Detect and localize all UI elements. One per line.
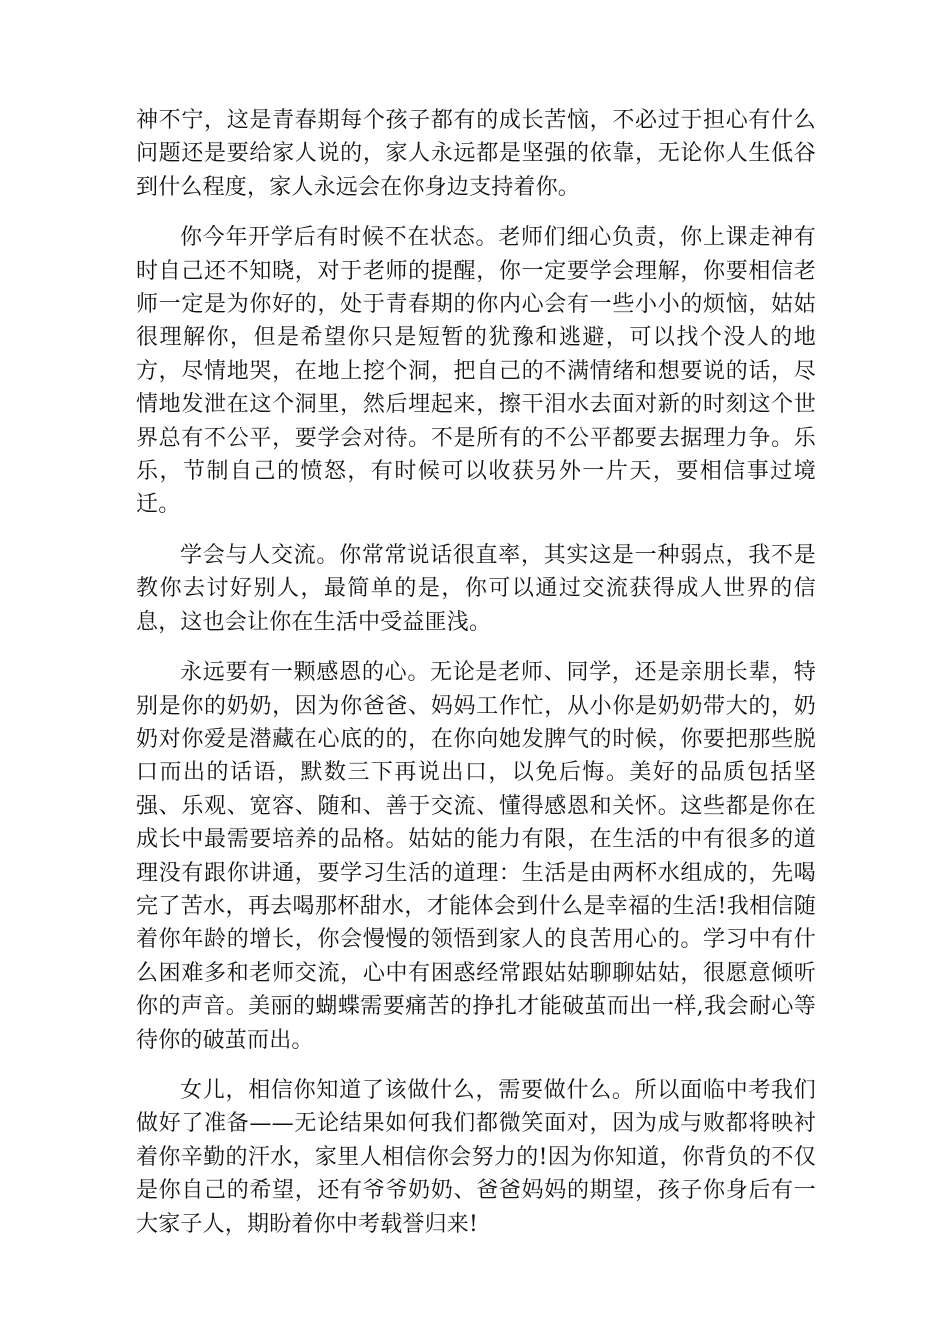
paragraph-1: 神不宁，这是青春期每个孩子都有的成长苦恼，不必过于担心有什么问题还是要给家人说的，家人永远都是坚强的依靠，无论你人生低谷到什么程度，家人永远会在你身边支持着你。 (136, 108, 816, 200)
paragraph-5: 女儿，相信你知道了该做什么，需要做什么。所以面临中考我们做好了准备——无论结果如何我们都微笑面对，因为成与败都将映衬着你辛勤的汗水，家里人相信你会努力的!因为你知道，你背负的不仅是你自己的希望，还有爷爷奶奶、爸爸妈妈的期望，孩子你身后有一大家子人，期盼着你中考载誉归来! (136, 1077, 816, 1237)
document-body (136, 104, 816, 1258)
paragraph-2: 你今年开学后有时候不在状态。老师们细心负责，你上课走神有时自己还不知晓，对于老师的提醒，你一定要学会理解，你要相信老师一定是为你好的，处于青春期的你内心会有一些小小的烦恼，姑姑很理解你，但是希望你只是短暂的犹豫和逃避，可以找个没人的地方，尽情地哭，在地上挖个洞，把自己的不满情绪和想要说的话，尽情地发泄在这个洞里，然后埋起来，擦干泪水去面对新的时刻这个世界总有不公平，要学会对待。不是所有的不公平都要去据理力争。乐乐，节制自己的愤怒，有时候可以收获另外一片天，要相信事过境迁。 (136, 225, 816, 518)
paragraph-3: 学会与人交流。你常常说话很直率，其实这是一种弱点，我不是教你去讨好别人，最简单的是，你可以通过交流获得成人世界的信息，这也会让你在生活中受益匪浅。 (136, 542, 816, 635)
paragraph-4: 永远要有一颗感恩的心。无论是老师、同学，还是亲朋长辈，特别是你的奶奶，因为你爸爸、妈妈工作忙，从小你是奶奶带大的，奶奶对你爱是潜藏在心底的的，在你向她发脾气的时候，你要把那些脱口而出的话语，默数三下再说出口，以免后悔。美好的品质包括坚强、乐观、宽容、随和、善于交流、懂得感恩和关怀。这些都是你在成长中最需要培养的品格。姑姑的能力有限，在生活的中有很多的道理没有跟你讲通，要学习生活的道理：生活是由两杯水组成的，先喝完了苦水，再去喝那杯甜水，才能体会到什么是幸福的生活!我相信随着你年龄的增长，你会慢慢的领悟到家人的良苦用心的。学习中有什么困难多和老师交流，心中有困惑经常跟姑姑聊聊姑姑，很愿意倾听你的声音。美丽的蝴蝶需要痛苦的挣扎才能破茧而出一样,我会耐心等待你的破茧而出。 (136, 660, 816, 1053)
